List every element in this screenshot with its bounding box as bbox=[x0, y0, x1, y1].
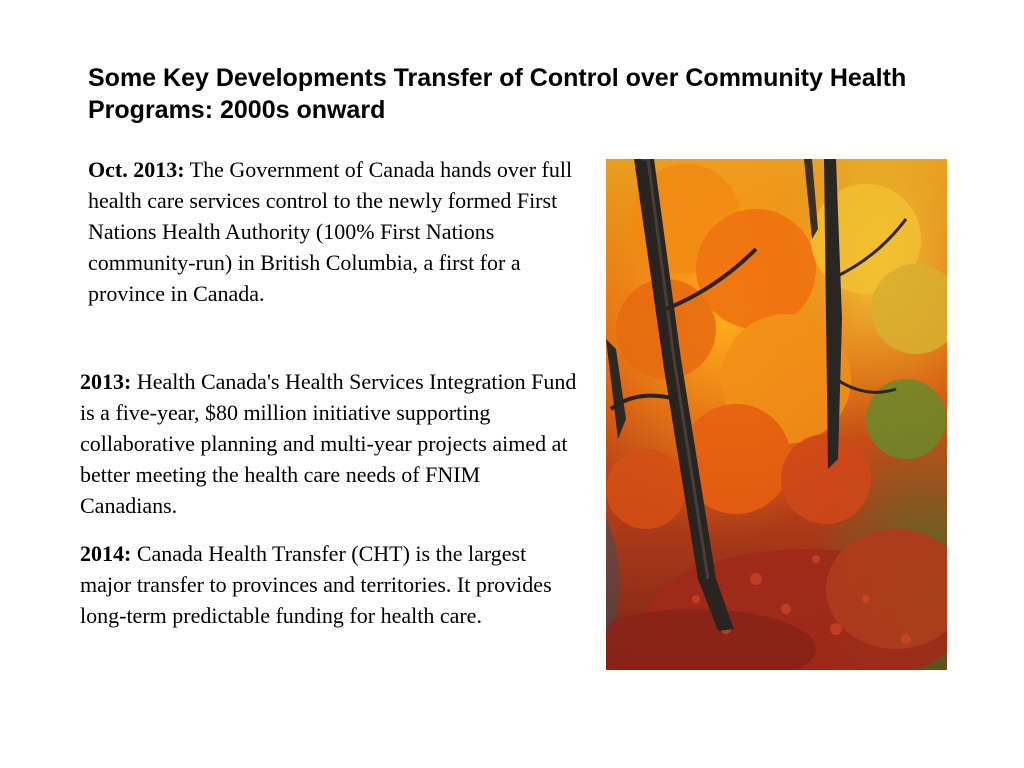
entry-text: Health Canada's Health Services Integration Fund is a five-year, $80 million initiative supporting collaborative planning and multi-year projects aimed at better meeting the health care needs of FNIM Canadians. bbox=[80, 369, 577, 518]
entry-date: 2014: bbox=[80, 541, 132, 566]
entry-2014 bbox=[80, 538, 580, 631]
entry-2013 bbox=[80, 366, 580, 521]
autumn-forest-photo bbox=[606, 159, 947, 670]
slide-title: Some Key Developments Transfer of Control over Community Health Programs: 2000s onward bbox=[88, 64, 907, 124]
entry-date: Oct. 2013: bbox=[88, 157, 185, 182]
entry-text: Canada Health Transfer (CHT) is the largest major transfer to provinces and territories. It provides long-term predictable funding for health care. bbox=[80, 541, 552, 628]
entry-oct-2013 bbox=[88, 154, 588, 309]
entry-date: 2013: bbox=[80, 369, 132, 394]
entry-text: The Government of Canada hands over full health care services control to the newly formed First Nations Health Authority (100% First Nations community-run) in British Columbia, a first for a province in Canada. bbox=[88, 157, 573, 306]
autumn-forest-image bbox=[606, 159, 947, 670]
